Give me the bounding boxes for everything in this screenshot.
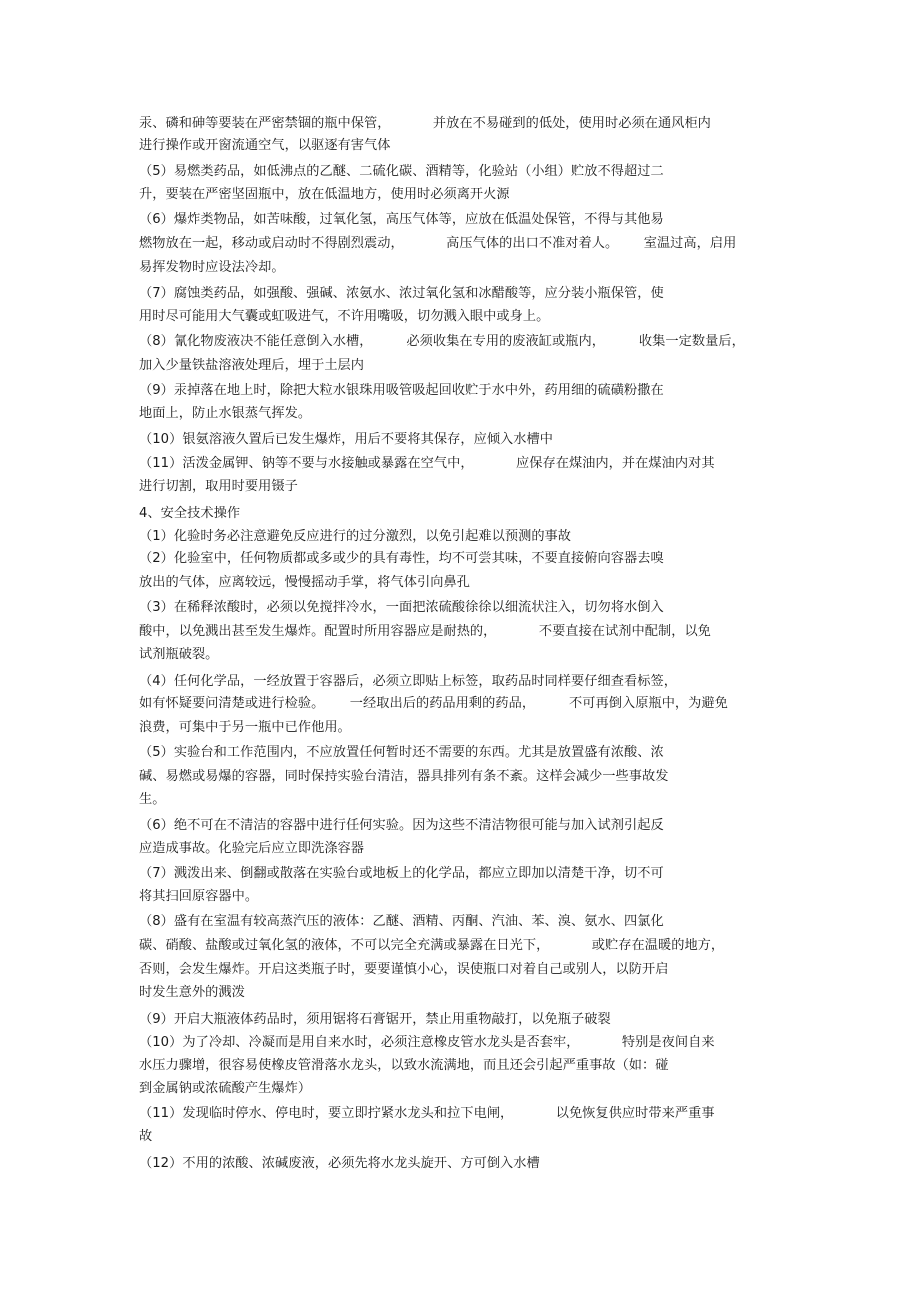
text-line: （6）爆炸类物品，如苦味酸，过氧化氢，高压气体等，应放在低温处保管，不得与其他易: [139, 212, 664, 227]
text-line: （7）溅泼出来、倒翻或散落在实验台或地板上的化学品，都应立即加以清楚干净，切不可: [139, 866, 664, 881]
text-line: 用时尽可能用大气囊或虹吸进气，不许用嘴吸，切勿溅入眼中或身上。: [139, 309, 550, 324]
text-line: （11）活泼金属钾、钠等不要与水接触或暴露在空气中， 应保存在煤油内，并在煤油内对其: [139, 456, 715, 471]
text-line: 如有怀疑要问清楚或进行检验。 一经取出后的药品用剩的药品， 不可再倒入原瓶中，为避免: [139, 696, 728, 711]
text-line: （10）银氨溶液久置后已发生爆炸，用后不要将其保存，应倾入水槽中: [139, 432, 554, 447]
text-line: （9）汞掉落在地上时，除把大粒水银珠用吸管吸起回收贮于水中外，药用细的硫磺粉撒在: [139, 383, 664, 398]
section-heading: 4、安全技术操作: [139, 506, 241, 521]
text-line: （11）发现临时停水、停电时，要立即拧紧水龙头和拉下电闸， 以免恢复供应时带来严重事: [139, 1106, 715, 1121]
text-line: （3）在稀释浓酸时，必须以免搅拌冷水，一面把浓硫酸徐徐以细流状注入，切勿将水倒入: [139, 600, 664, 615]
text-line: （5）实验台和工作范围内，不应放置任何暂时还不需要的东西。尤其是放置盛有浓酸、浓: [139, 745, 664, 760]
text-line: 水压力骤增，很容易使橡皮管滑落水龙头，以致水流满地，而且还会引起严重事故（如：碰: [139, 1058, 669, 1073]
text-line: （8）盛有在室温有较高蒸汽压的液体：乙醚、酒精、丙酮、汽油、苯、溴、氨水、四氯化: [139, 914, 664, 929]
text-line: 否则，会发生爆炸。开启这类瓶子时，要要谨慎小心，误使瓶口对着自己或别人，以防开启: [139, 962, 669, 977]
text-line: 升，要装在严密坚固瓶中，放在低温地方，使用时必须离开火源: [139, 187, 510, 202]
text-line: 时发生意外的溅泼: [139, 985, 245, 1000]
text-line: （4）任何化学品，一经放置于容器后，必须立即贴上标签，取药品时同样要仔细查看标签，: [139, 674, 677, 689]
text-line: 进行操作或开窗流通空气，以驱逐有害气体: [139, 138, 391, 153]
text-line: 故: [139, 1129, 153, 1144]
text-line: （6）绝不可在不清洁的容器中进行任何实验。因为这些不清洁物很可能与加入试剂引起反: [139, 818, 664, 833]
text-line: 加入少量铁盐溶液处理后，埋于土层内: [139, 358, 365, 373]
text-line: 易挥发物时应设法冷却。: [139, 260, 285, 275]
text-line: （9）开启大瓶液体药品时，须用锯将石膏锯开，禁止用重物敲打，以免瓶子破裂: [139, 1012, 611, 1027]
text-line: 燃物放在一起，移动或启动时不得剧烈震动， 高压气体的出口不准对着人。 室温过高，启用: [139, 236, 737, 251]
text-line: 生。: [139, 792, 166, 807]
text-line: （5）易燃类药品，如低沸点的乙醚、二硫化碳、酒精等，化验站（小组）贮放不得超过二: [139, 164, 664, 179]
text-line: 地面上，防止水银蒸气挥发。: [139, 406, 312, 421]
text-line: （10）为了冷却、冷凝而是用自来水时，必须注意橡皮管水龙头是否套牢， 特别是夜间自来: [139, 1035, 715, 1050]
text-line: 浪费，可集中于另一瓶中已作他用。: [139, 720, 351, 735]
text-line: 试剂瓶破裂。: [139, 647, 219, 662]
text-line: 将其扫回原容器中。: [139, 889, 259, 904]
text-line: （8）氰化物废液决不能任意倒入水槽， 必须收集在专用的废液缸或瓶内， 收集一定数量后，: [139, 334, 745, 349]
text-line: 到金属钠或浓硫酸产生爆炸）: [139, 1081, 312, 1096]
text-line: （1）化验时务必注意避免反应进行的过分激烈，以免引起难以预测的事故: [139, 529, 572, 544]
text-line: 酸中，以免溅出甚至发生爆炸。配置时所用容器应是耐热的， 不要直接在试剂中配制，以免: [139, 624, 711, 639]
text-line: （2）化验室中，任何物质都或多或少的具有毒性，均不可尝其味，不要直接俯向容器去嗅: [139, 551, 664, 566]
text-line: 进行切割，取用时要用镊子: [139, 479, 298, 494]
text-line: （12）不用的浓酸、浓碱废液，必须先将水龙头旋开、方可倒入水槽: [139, 1156, 540, 1171]
text-line: 碳、硝酸、盐酸或过氧化氢的液体，不可以完全充满或暴露在日光下， 或贮存在温暖的地方，: [139, 938, 725, 953]
text-line: 汞、磷和砷等要装在严密禁锢的瓶中保管， 并放在不易碰到的低处，使用时必须在通风柜内: [139, 116, 711, 131]
text-line: 应造成事故。化验完后应立即洗涤容器: [139, 841, 365, 856]
text-line: （7）腐蚀类药品，如强酸、强碱、浓氨水、浓过氧化氢和冰醋酸等，应分装小瓶保管，使: [139, 286, 664, 301]
text-line: 放出的气体，应离较远，慢慢摇动手掌，将气体引向鼻孔: [139, 575, 470, 590]
text-line: 碱、易燃或易爆的容器，同时保持实验台清洁，器具排列有条不紊。这样会减少一些事故发: [139, 769, 669, 784]
